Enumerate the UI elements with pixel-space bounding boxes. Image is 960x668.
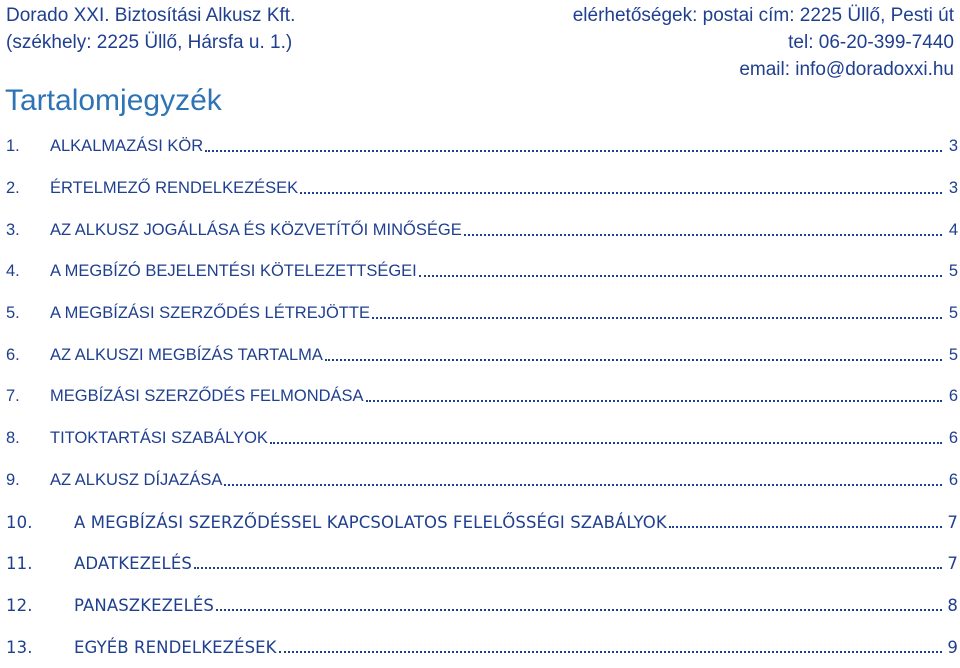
toc-entry-number: 4. (6, 262, 20, 281)
toc-entry-label: EGYÉB RENDELKEZÉSEK (74, 637, 277, 657)
toc-entry-number: 13. (6, 637, 33, 657)
toc-entry-label: PANASZKEZELÉS (74, 595, 214, 615)
toc-entry-number: 3. (6, 220, 20, 239)
company-name: Dorado XXI. Biztosítási Alkusz Kft. (6, 5, 296, 26)
toc-entry-number: 11. (6, 554, 33, 574)
toc-entry-label: TITOKTARTÁSI SZABÁLYOK (50, 429, 268, 448)
toc-leader-dots (194, 566, 942, 569)
toc-entry-page: 6 (948, 387, 958, 406)
toc-entry-label: ÉRTELMEZŐ RENDELKEZÉSEK (50, 179, 299, 198)
toc-entry-label: A MEGBÍZÓ BEJELENTÉSI KÖTELEZETTSÉGEI (50, 262, 417, 281)
toc-entry-page: 6 (948, 429, 958, 448)
table-of-contents (6, 126, 960, 668)
contact-block (573, 2, 954, 83)
toc-entry-label: AZ ALKUSZ JOGÁLLÁSA ÉS KÖZVETÍTŐI MINŐSÉGE (50, 220, 462, 239)
toc-entry-number: 6. (6, 345, 20, 364)
toc-entry-8[interactable] (6, 418, 960, 460)
toc-entry-label: A MEGBÍZÁSI SZERZŐDÉSSEL KAPCSOLATOS FELELŐSSÉGI SZABÁLYOK (74, 512, 667, 532)
toc-entry-page: 7 (947, 554, 958, 574)
toc-entry-page: 3 (948, 179, 958, 198)
toc-entry-3[interactable] (6, 209, 960, 251)
email-address: email: info@doradoxxi.hu (739, 59, 954, 80)
toc-entry-number: 10. (6, 512, 33, 532)
toc-entry-label: AZ ALKUSZI MEGBÍZÁS TARTALMA (50, 345, 323, 364)
toc-entry-7[interactable] (6, 376, 960, 418)
toc-entry-number: 7. (6, 387, 20, 406)
toc-entry-page: 8 (947, 595, 958, 615)
toc-entry-10[interactable] (6, 501, 960, 543)
toc-entry-page: 5 (948, 345, 958, 364)
toc-entry-number: 5. (6, 304, 20, 323)
toc-entry-number: 8. (6, 429, 20, 448)
toc-entry-4[interactable] (6, 251, 960, 293)
toc-entry-number: 1. (6, 137, 20, 156)
toc-entry-11[interactable] (6, 543, 960, 585)
toc-entry-label: AZ ALKUSZ DÍJAZÁSA (50, 470, 223, 489)
toc-entry-12[interactable] (6, 585, 960, 627)
toc-entry-page: 4 (948, 220, 958, 239)
toc-leader-dots (270, 441, 942, 444)
toc-entry-13[interactable] (6, 626, 960, 668)
toc-entry-page: 5 (948, 304, 958, 323)
toc-entry-number: 12. (6, 595, 33, 615)
toc-entry-number: 2. (6, 179, 20, 198)
toc-leader-dots (216, 608, 942, 611)
toc-leader-dots (279, 650, 942, 653)
toc-entry-page: 9 (947, 637, 958, 657)
toc-entry-label: ALKALMAZÁSI KÖR (50, 137, 204, 156)
postal-address: elérhetőségek: postai cím: 2225 Üllő, Pesti út (572, 5, 954, 26)
toc-leader-dots (669, 525, 942, 528)
toc-leader-dots (325, 358, 942, 361)
toc-entry-label: A MEGBÍZÁSI SZERZŐDÉS LÉTREJÖTTE (50, 304, 370, 323)
toc-leader-dots (205, 149, 942, 152)
toc-entry-9[interactable] (6, 460, 960, 502)
toc-entry-page: 3 (948, 137, 958, 156)
toc-entry-1[interactable] (6, 126, 960, 168)
toc-leader-dots (366, 399, 942, 402)
toc-entry-page: 7 (947, 512, 958, 532)
toc-leader-dots (372, 316, 942, 319)
toc-entry-number: 9. (6, 470, 20, 489)
toc-entry-label: ADATKEZELÉS (74, 554, 192, 574)
toc-entry-5[interactable] (6, 293, 960, 335)
toc-title: Tartalomjegyzék (5, 84, 222, 117)
company-block (6, 2, 295, 56)
toc-leader-dots (464, 233, 942, 236)
toc-entry-page: 6 (948, 470, 958, 489)
company-address: (székhely: 2225 Üllő, Hársfa u. 1.) (6, 32, 293, 53)
phone-number: tel: 06-20-399-7440 (788, 32, 954, 53)
toc-leader-dots (300, 191, 942, 194)
toc-entry-2[interactable] (6, 168, 960, 210)
toc-entry-page: 5 (948, 262, 958, 281)
toc-entry-6[interactable] (6, 334, 960, 376)
toc-leader-dots (419, 274, 942, 277)
toc-leader-dots (224, 483, 942, 486)
toc-entry-label: MEGBÍZÁSI SZERZŐDÉS FELMONDÁSA (50, 387, 364, 406)
